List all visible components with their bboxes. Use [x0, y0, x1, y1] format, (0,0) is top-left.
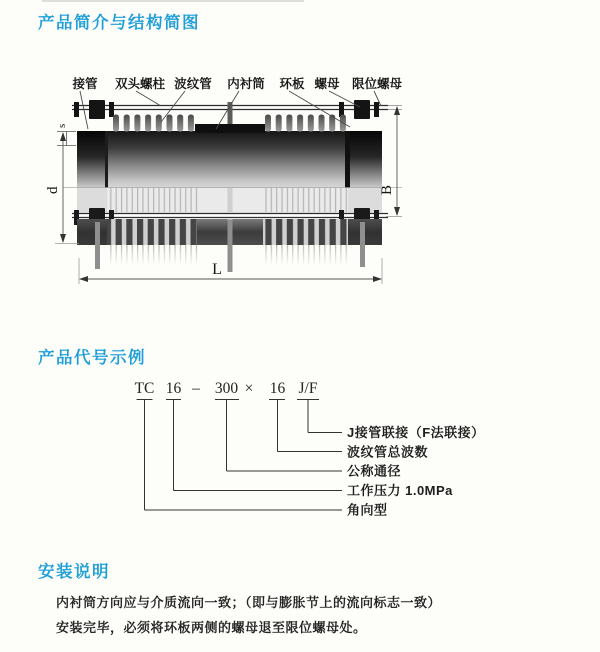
install-line-2: 安装完毕，必须将环板两侧的螺母退至限位螺母处。 — [56, 620, 367, 635]
inner-liner — [195, 124, 265, 133]
code-seg-dash: – — [192, 380, 200, 397]
label-limit-nut: 限位螺母 — [351, 77, 403, 91]
code-segments — [135, 380, 318, 397]
lower-ghost-zone — [77, 188, 382, 213]
label-connecting-pipe: 接管 — [72, 77, 98, 91]
callout-connection: J接管联接（F法联接） — [347, 425, 485, 440]
dim-label-s: s — [56, 123, 68, 128]
label-double-end-stud: 双头螺柱 — [114, 77, 166, 91]
install-instructions — [56, 590, 556, 640]
ring-plate-right — [345, 131, 350, 188]
label-inner-liner: 内衬筒 — [227, 77, 265, 91]
code-example-diagram — [100, 376, 580, 528]
structure-diagram — [30, 62, 470, 304]
dim-label-d: d — [45, 186, 61, 194]
code-seg-pressure: 16 — [165, 380, 182, 397]
callout-wave-count: 波纹管总波数 — [347, 444, 429, 460]
label-nut: 螺母 — [314, 77, 340, 91]
code-seg-type: TC — [134, 380, 155, 397]
code-seg-diameter: 300 — [214, 380, 239, 397]
code-seg-waves: 16 — [269, 380, 286, 397]
pipe-end-left — [77, 131, 107, 188]
label-ring-plate: 环板 — [279, 77, 305, 91]
label-bellows: 波纹管 — [174, 77, 212, 91]
section-title-intro: 产品简介与结构简图 — [38, 14, 200, 32]
dim-s — [56, 124, 76, 146]
dim-B — [379, 107, 402, 217]
ring-plate-left — [105, 131, 108, 188]
callout-working-pressure: 工作压力 1.0MPa — [347, 483, 453, 498]
code-seg-connection: J/F — [298, 380, 318, 397]
dim-d — [45, 133, 79, 244]
upper-body — [77, 115, 382, 189]
code-callout-lines — [137, 400, 343, 511]
callout-nominal-diameter: 公称通径 — [347, 463, 402, 479]
callout-angular-type: 角向型 — [347, 502, 388, 518]
page-scan-edge — [42, 0, 304, 2]
dim-label-B: B — [379, 184, 395, 195]
code-seg-times: × — [244, 380, 254, 397]
stud-pin-left — [95, 222, 100, 269]
stud-pin-right — [360, 222, 365, 267]
code-callout-labels — [347, 425, 485, 518]
section-title-code: 产品代号示例 — [38, 349, 146, 367]
install-line-1: 内衬筒方向应与介质流向一致；（即与膨胀节上的流向标志一致） — [56, 595, 442, 610]
dim-label-L: L — [212, 261, 222, 278]
pipe-end-right — [348, 131, 382, 188]
section-title-install: 安装说明 — [38, 563, 110, 581]
stud-pin-center — [228, 220, 233, 272]
